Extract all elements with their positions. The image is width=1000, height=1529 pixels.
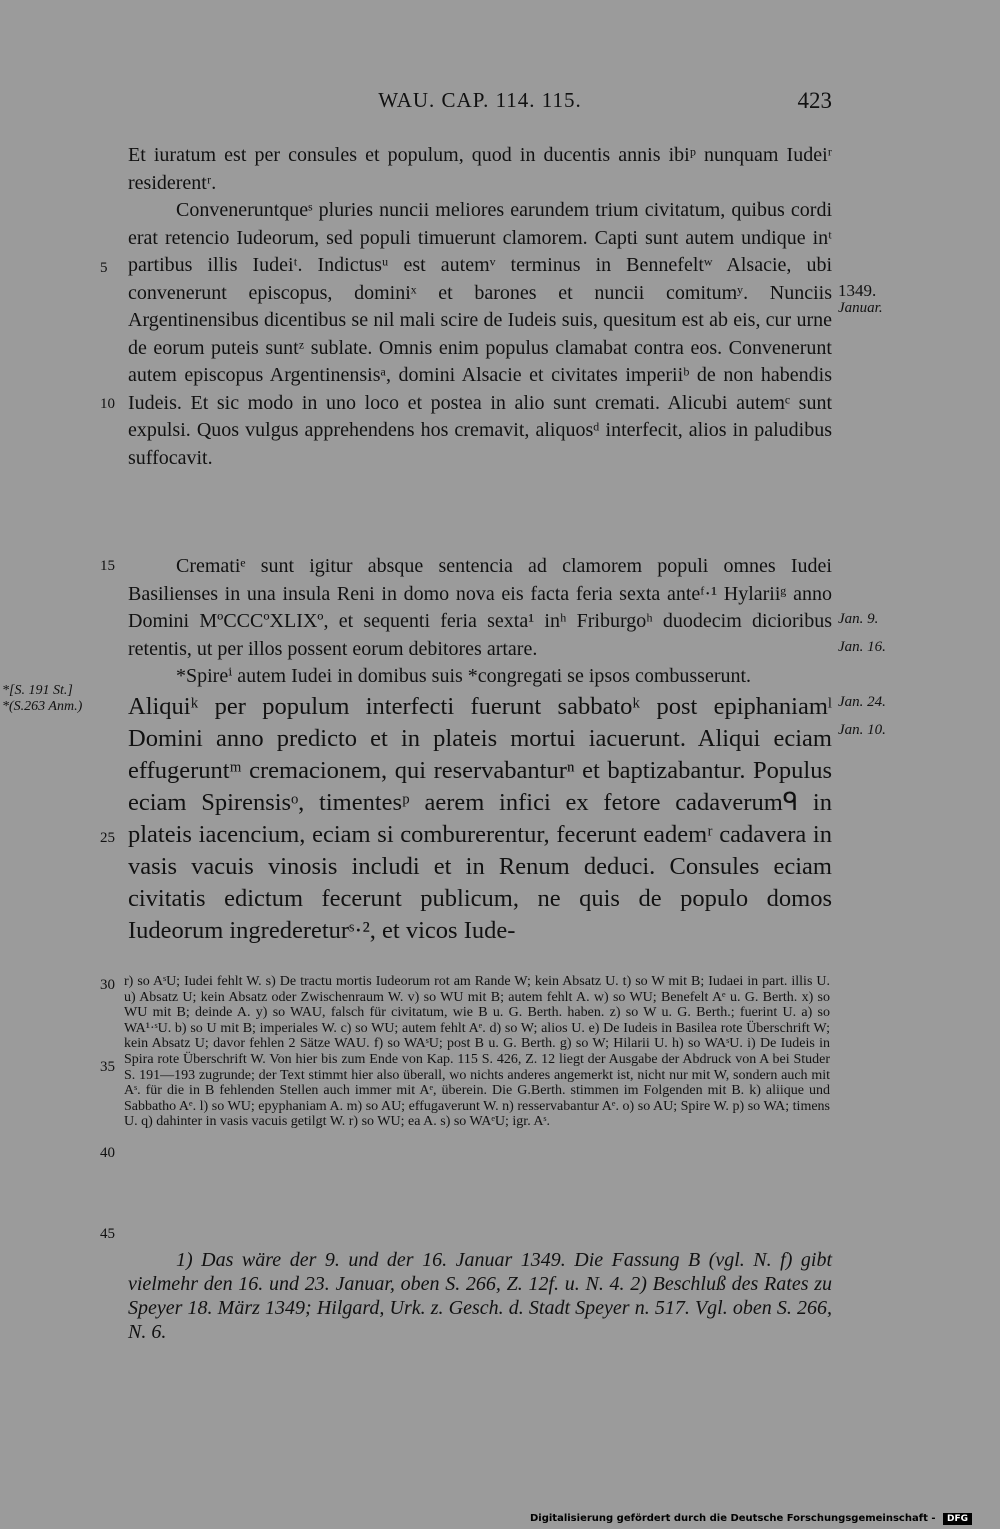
margin-date: Jan. 10. — [838, 722, 886, 738]
sponsor-text: Digitalisierung gefördert durch die Deutsche Forschungsgemeinschaft - — [529, 1513, 936, 1524]
paragraph: Crematiᵉ sunt igitur absque sentencia ad clamorem populi omnes Iudei Basilienses in una insula Reni in domo nova eis facta feria sexta anteᶠ·¹ Hylariiᵍ anno Domini MºCCCºXLIXº, et sequenti feria sexta¹ inʰ Friburgoʰ duodecim dicioribus retentis, ut per illos possent eorum debitores artare. — [128, 555, 832, 660]
line-number: 40 — [100, 1145, 115, 1161]
dfg-logo: DFG — [943, 1513, 972, 1525]
line-number: 10 — [100, 396, 115, 412]
main-text-section-2 — [128, 553, 832, 947]
footnote-text: 1) Das wäre der 9. und der 16. Januar 1349. Die Fassung B (vgl. N. f) gibt vielmehr den 16. und 23. Januar, oben S. 266, Z. 12f. u. N. 4. 2) Beschluß des Rates zu Speyer 18. März 1349; Hilgard, Urk. z. Gesch. d. Stadt Speyer n. 517. Vgl. oben S. 266, N. 6. — [128, 1249, 832, 1343]
running-title: WAU. CAP. 114. 115. — [378, 88, 582, 112]
sponsor-line — [530, 1513, 972, 1525]
critical-apparatus — [124, 974, 830, 1130]
apparatus-text: r) so AˢU; Iudei fehlt W. s) De tractu mortis Iudeorum rot am Rande W; kein Absatz U. t) so W mit B; Iudaei in part. illis U. u) Absatz U; kein Absatz oder Zwischenraum W. v) so WU mit B; autem fehlt A. w) so WU; Benefelt Aᵉ u. G. Berth. x) so WU mit B; deinde A. y) so WAU, falsch für civitatum, wie B u. G. Berth. haben. z) so W u. G. Berth.; fuerint U. a) so WA¹·ˢU. b) so U mit B; imperiales W. c) so WU; autem fehlt Aᵉ. d) so W; alios U. e) De Iudeis in Basilea rote Überschrift W; kein Absatz U; davor fehlen 2 Sätze WAU. f) so WAˢU; post B u. G. Berth. g) so W; Hilarii U. h) so WAˢU. i) De Iudeis in Spira rote Überschrift W. Von hier bis zum Ende von Kap. 115 S. 426, Z. 12 liegt der Ausgabe der Abdruck von A bei Studer S. 191—193 zugrunde; der Text stimmt hier also überall, wo nichts anderes angemerkt ist, nicht nur mit W, sondern auch mit Aˢ. für die in B fehlenden Stellen auch immer mit Aᵉ, überein. Die G.Berth. stimmen im Folgenden mit B. k) aliique und Sabbatho Aᵉ. l) so WU; epyphaniam A. m) so AU; effugaverunt W. n) resservabantur Aᵉ. o) so AU; Spire W. p) so WA; timens U. q) dahinter in vasis vacuis getilgt W. r) so WU; ea A. s) so WAᵉU; igr. Aˢ. — [124, 974, 830, 1130]
margin-date: 1349. — [838, 281, 877, 300]
line-number: 35 — [100, 1059, 115, 1075]
margin-date: Jan. 24. — [838, 694, 886, 710]
margin-date: Jan. 16. — [838, 639, 886, 655]
footnotes — [128, 1248, 832, 1344]
line-number: 25 — [100, 830, 115, 846]
line-number: 5 — [100, 260, 108, 276]
paragraph: *Spireⁱ autem Iudei in domibus suis *congregati se ipsos combusserunt. — [176, 665, 752, 687]
paragraph-large-type: Aliquiᵏ per populum interfecti fuerunt sabbatoᵏ post epiphaniamˡ Domini anno predicto et in plateis mortui iacuerunt. Aliqui eciam effugeruntᵐ cremacionem, qui reservabanturⁿ et baptizabantur. Populus eciam Spirensisᵒ, timentesᵖ aerem infici ex fetore cadaverumᑫ in plateis iacencium, eciam si comburerentur, fecerunt eademʳ cadavera in vasis vacuis vinosis includi et in Renum deduci. Consules eciam civitatis edictum fecerunt publicum, ne quis de populo domos Iudeorum ingredereturˢ·², et vicos Iude- — [128, 692, 832, 944]
paragraph: Conveneruntqueˢ pluries nuncii meliores earundem trium civitatum, quibus cordi erat retencio Iudeorum, sed populi timuerunt clamorem. Capti sunt autem undique inᵗ partibus illis Iudeiᵗ. Indictusᵘ est autemᵛ terminus in Bennefeltʷ Alsacie, ubi convenerunt episcopus, dominiˣ et barones et nuncii comitumʸ. Nunciis Argentinensibus dicentibus se nil mali scire de Iudeis suis, quesitum est ab eis, cur urne de eorum puteis suntᶻ sublate. Omnis enim populus clamabat contra eos. Convenerunt autem episcopus Argentinensisᵃ, domini Alsacie et civitates imperiiᵇ de non habendis Iudeis. Et sic modo in uno loco et postea in alio sunt cremati. Alicubi autemᶜ sunt expulsi. Quos vulgus apprehendens hos cremavit, aliquosᵈ interfecit, alios in paludibus suffocavit. — [128, 199, 832, 469]
line-number: 30 — [100, 977, 115, 993]
paragraph: Et iuratum est per consules et populum, quod in ducentis annis ibiᵖ nunquam Iudeiʳ residerentʳ. — [128, 144, 832, 194]
margin-note-left: *[S. 191 St.] — [2, 683, 73, 698]
page-header — [128, 88, 832, 122]
margin-date: Januar. — [838, 300, 883, 316]
page-number: 423 — [797, 88, 832, 113]
line-number: 45 — [100, 1226, 115, 1242]
margin-note-left: *(S.263 Anm.) — [2, 699, 83, 714]
margin-date: Jan. 9. — [838, 611, 879, 627]
line-number: 15 — [100, 558, 115, 574]
main-text-section-1 — [128, 142, 832, 472]
